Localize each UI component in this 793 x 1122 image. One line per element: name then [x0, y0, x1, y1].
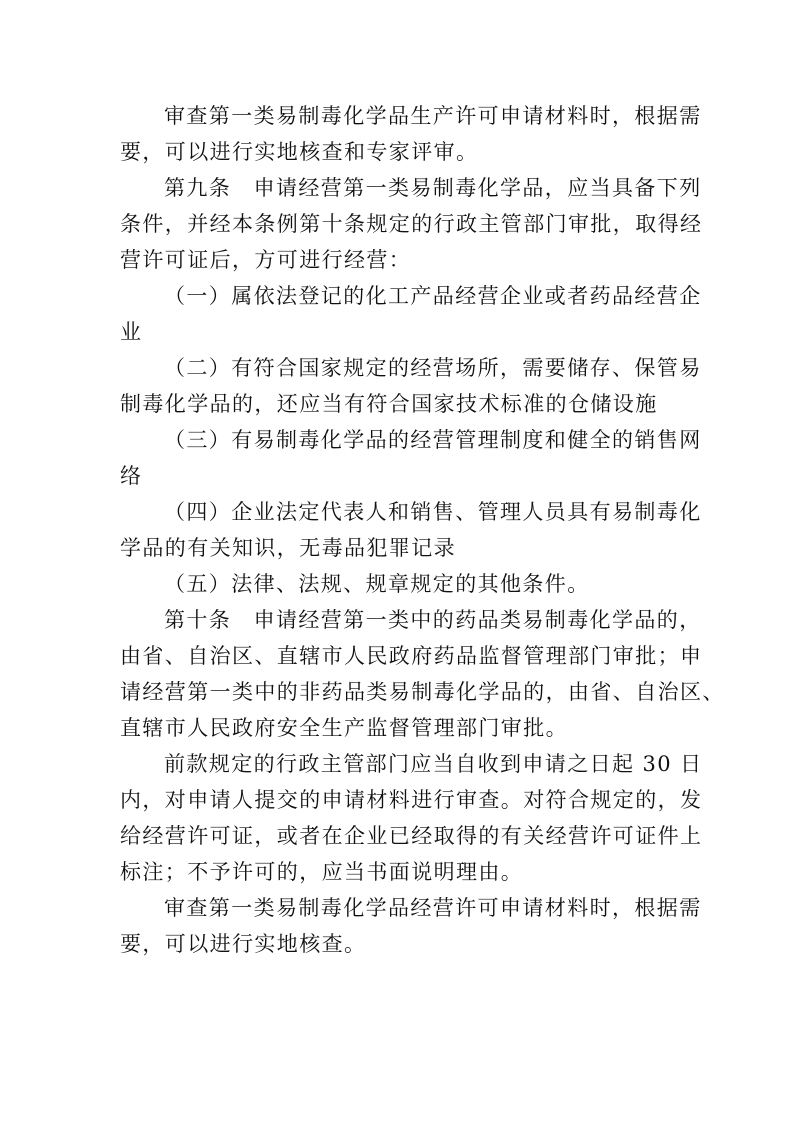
condition-2-line: （二）有符合国家规定的经营场所，需要储存、保管易	[164, 356, 702, 380]
text-line: 给经营许可证，或者在企业已经取得的有关经营许可证件上	[120, 824, 703, 848]
text-line: 学品的有关知识，无毒品犯罪记录	[120, 536, 456, 560]
text-line: 前款规定的行政主管部门应当自收到申请之日起 30 日	[164, 752, 703, 776]
text-line: 业	[120, 320, 143, 344]
article-10-heading-line: 第十条 申请经营第一类中的药品类易制毒化学品的，	[164, 608, 702, 632]
text-line: 要，可以进行实地核查。	[120, 932, 367, 956]
text-line: 络	[120, 464, 143, 488]
document-page	[120, 98, 725, 962]
text-line: 营许可证后，方可进行经营：	[120, 248, 412, 272]
text-line: 内，对申请人提交的申请材料进行审查。对符合规定的，发	[120, 788, 703, 812]
text-line: 制毒化学品的，还应当有符合国家技术标准的仓储设施	[120, 392, 658, 416]
article-9-heading-line: 第九条 申请经营第一类易制毒化学品，应当具备下列	[164, 176, 702, 200]
text-line: 要，可以进行实地核查和专家评审。	[120, 140, 479, 164]
text-line: 审查第一类易制毒化学品生产许可申请材料时，根据需	[164, 104, 702, 128]
text-line: 请经营第一类中的非药品类易制毒化学品的，由省、自治区、	[120, 680, 725, 704]
condition-3-line: （三）有易制毒化学品的经营管理制度和健全的销售网	[164, 428, 702, 452]
condition-1-line: （一）属依法登记的化工产品经营企业或者药品经营企	[164, 284, 702, 308]
condition-4-line: （四）企业法定代表人和销售、管理人员具有易制毒化	[164, 500, 702, 524]
text-line: 审查第一类易制毒化学品经营许可申请材料时，根据需	[164, 896, 702, 920]
text-line: 条件，并经本条例第十条规定的行政主管部门审批，取得经	[120, 212, 703, 236]
text-line: 由省、自治区、直辖市人民政府药品监督管理部门审批；申	[120, 644, 703, 668]
text-line: 直辖市人民政府安全生产监督管理部门审批。	[120, 716, 568, 740]
condition-5-line: （五）法律、法规、规章规定的其他条件。	[164, 572, 590, 596]
text-line: 标注；不予许可的，应当书面说明理由。	[120, 860, 524, 884]
